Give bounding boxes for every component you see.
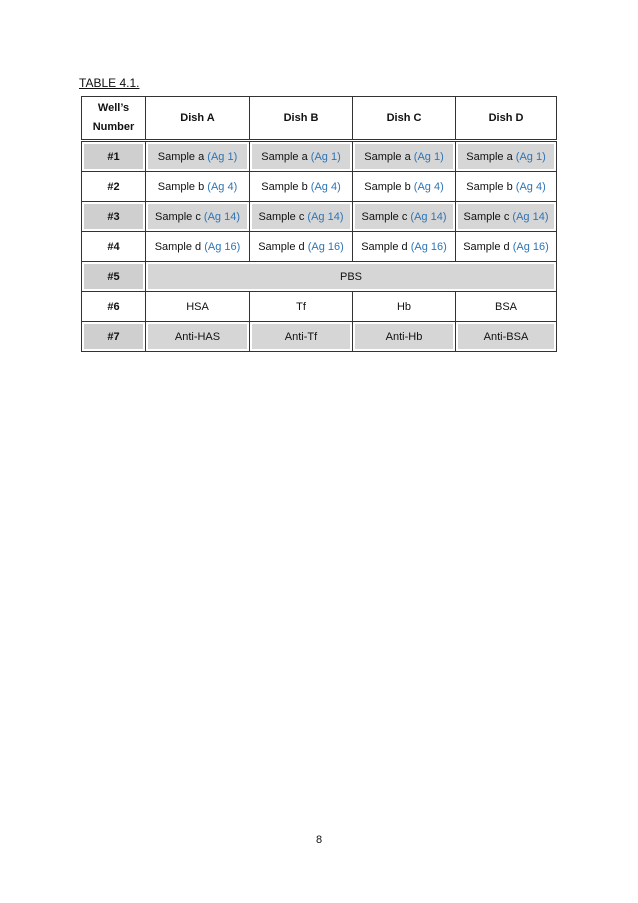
- antigen-label: (Ag 14): [410, 210, 447, 223]
- dish-cell: [456, 292, 557, 322]
- antigen-label: (Ag 4): [515, 180, 546, 193]
- dish-cell: [250, 292, 353, 322]
- antigen-label: (Ag 4): [413, 180, 444, 193]
- sample-label: Anti-BSA: [483, 330, 529, 343]
- header-well-line2: Number: [92, 121, 135, 133]
- antigen-label: (Ag 4): [207, 180, 238, 193]
- header-well-line1: Well’s: [97, 102, 130, 114]
- well-number-cell: #3: [82, 202, 146, 232]
- dish-cell: [456, 322, 557, 352]
- antigen-label: (Ag 16): [204, 240, 241, 253]
- well-number-cell: #1: [82, 141, 146, 172]
- sample-label: Sample b: [466, 180, 516, 193]
- header-dish-a: Dish A: [146, 97, 250, 141]
- sample-label: Anti-Hb: [385, 330, 423, 343]
- sample-label: Sample c: [361, 210, 411, 223]
- dish-cell: [146, 322, 250, 352]
- header-well-number: [82, 97, 146, 141]
- antigen-label: (Ag 16): [307, 240, 344, 253]
- table-row: [82, 322, 557, 352]
- wells-table: [81, 96, 557, 352]
- well-number-cell: #4: [82, 232, 146, 262]
- dish-cell: [353, 322, 456, 352]
- header-dish-c: Dish C: [353, 97, 456, 141]
- dish-cell: [146, 172, 250, 202]
- dish-cell: [456, 202, 557, 232]
- table-caption: TABLE 4.1.: [79, 76, 140, 90]
- header-dish-b: Dish B: [250, 97, 353, 141]
- sample-label: Sample d: [361, 240, 411, 253]
- table-row: [82, 232, 557, 262]
- dish-cell: [146, 232, 250, 262]
- antigen-label: (Ag 1): [515, 150, 546, 163]
- sample-label: Sample d: [258, 240, 308, 253]
- sample-label: BSA: [494, 300, 517, 313]
- sample-label: Anti-HAS: [174, 330, 221, 343]
- antigen-label: (Ag 1): [310, 150, 341, 163]
- dish-cell: [353, 202, 456, 232]
- dish-cell: [456, 172, 557, 202]
- table-row: [82, 202, 557, 232]
- sample-label: Sample c: [258, 210, 308, 223]
- sample-label: Anti-Tf: [284, 330, 318, 343]
- sample-label: Sample a: [364, 150, 414, 163]
- sample-label: Sample a: [466, 150, 516, 163]
- sample-label: Sample c: [463, 210, 513, 223]
- sample-label: Sample d: [463, 240, 513, 253]
- sample-label: Sample a: [261, 150, 311, 163]
- antigen-label: (Ag 16): [410, 240, 447, 253]
- sample-label: Sample c: [155, 210, 204, 223]
- sample-label: Hb: [396, 300, 412, 313]
- dish-cell: [250, 172, 353, 202]
- dish-cell: [456, 232, 557, 262]
- sample-label: HSA: [186, 300, 209, 313]
- dish-cell: [250, 141, 353, 172]
- dish-cell: [250, 232, 353, 262]
- sample-label: Sample b: [364, 180, 414, 193]
- dish-cell: [353, 172, 456, 202]
- sample-label: Sample a: [157, 150, 208, 163]
- sample-label: Tf: [296, 300, 306, 313]
- table-row: [82, 292, 557, 322]
- antigen-label: (Ag 16): [512, 240, 549, 253]
- table-row: [82, 141, 557, 172]
- dish-cell: [146, 141, 250, 172]
- antigen-label: (Ag 4): [310, 180, 341, 193]
- dish-cell: [353, 292, 456, 322]
- dish-cell: [456, 141, 557, 172]
- dish-cell: [250, 322, 353, 352]
- table-header-row: [82, 97, 557, 141]
- dish-cell: [146, 292, 250, 322]
- dish-cell: [353, 141, 456, 172]
- antigen-label: (Ag 14): [512, 210, 549, 223]
- dish-cell: [353, 232, 456, 262]
- merged-cell: PBS: [146, 262, 557, 292]
- table-row: [82, 172, 557, 202]
- antigen-label: (Ag 14): [203, 210, 240, 223]
- dish-cell: [250, 202, 353, 232]
- table-row: [82, 262, 557, 292]
- well-number-cell: #6: [82, 292, 146, 322]
- antigen-label: (Ag 14): [307, 210, 344, 223]
- sample-label: Sample b: [261, 180, 311, 193]
- antigen-label: (Ag 1): [207, 150, 238, 163]
- dish-cell: [146, 202, 250, 232]
- sample-label: Sample d: [154, 240, 205, 253]
- header-dish-d: Dish D: [456, 97, 557, 141]
- sample-label: Sample b: [157, 180, 208, 193]
- page-number: 8: [315, 834, 323, 846]
- well-number-cell: #2: [82, 172, 146, 202]
- well-number-cell: #5: [82, 262, 146, 292]
- antigen-label: (Ag 1): [413, 150, 444, 163]
- well-number-cell: #7: [82, 322, 146, 352]
